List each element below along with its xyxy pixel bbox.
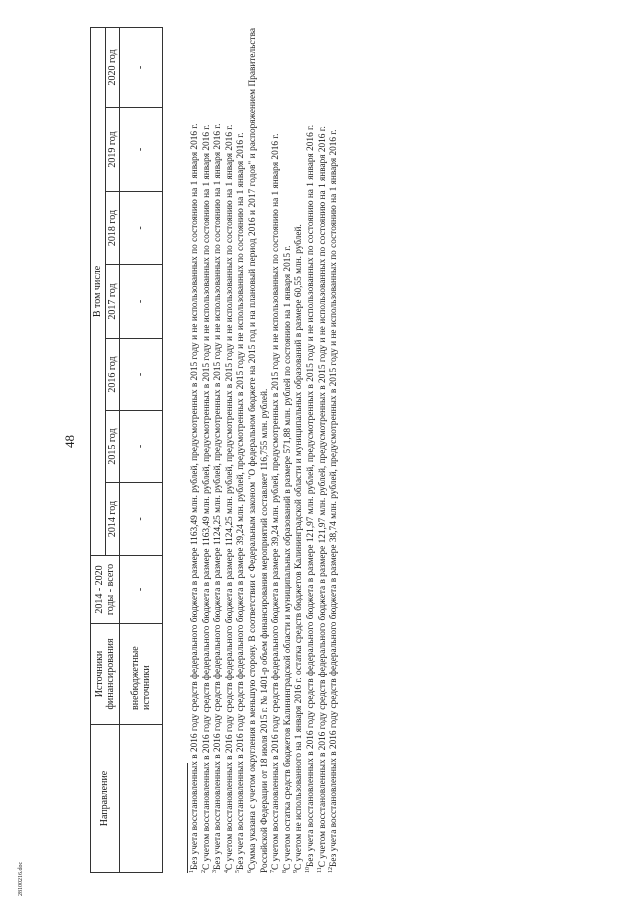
footnotes [187,28,341,873]
footnote: $^1$Без учета восстановленных в 2016 году средств федерального бюджета в размере 1163,49 млн. рублей, предусмотренных в 2015 году и не использованных по состоянию на 1 января 2016 г. [188,123,200,873]
header-year: 2016 год [105,339,120,411]
footnote-separator [187,763,188,873]
header-direction: Направление [91,725,120,873]
cell-year-value: - [120,339,163,411]
header-total: 2014 - 2020 годы - всего [91,556,120,624]
header-year: 2014 год [105,483,120,556]
header-year: 2019 год [105,108,120,192]
header-year: 2020 год [105,27,120,107]
footnote: $^4$С учетом восстановленных в 2016 году средств федерального бюджета в размере 1124,25 млн. рублей, предусмотренных в 2015 году и не использованных по состоянию на 1 января 2016 г. [223,124,235,873]
cell-year-value: - [120,265,163,339]
footnote: $^7$С учетом восстановленных в 2016 году средств федерального бюджета в размере 39,24 млн. рублей, предусмотренных в 2015 году и не использованных по состоянию на 1 января 2016 г. [270,133,282,873]
page-number: 48 [62,435,77,448]
cell-source: внебюджетные источники [120,624,163,725]
footnote: $^6$Сумма указана с учетом округления в меньшую сторону. В соответствии с Федеральным законом "О федеральном бюджете на 2015 год и на плановый период 2016 и 2017 годов" и распоряжением Правительства Российской Федерации от 18 июля 2015 г. № 1401-р объем финансирования мероприятий составляет 116,755 млн. рублей. [246,28,270,873]
financing-table [90,27,163,873]
header-sources: Источники финансирования [91,624,120,725]
footnote: $^9$С учетом не использованного на 1 января 2016 г. остатка средств бюджетов Калининградской области и муниципальных образований в размере 60,55 млн. рублей. [293,224,305,873]
footnote: $^3$Без учета восстановленных в 2016 году средств федерального бюджета в размере 1124,25 млн. рублей, предусмотренных в 2015 году и не использованных по состоянию на 1 января 2016 г. [212,123,224,873]
cell-year-value: - [120,411,163,483]
table-row [120,27,163,872]
rotated-page-content [90,28,640,873]
header-year: 2018 год [105,192,120,265]
footnote: $^8$С учетом остатка средств бюджетов Калининградской области и муниципальных образований в размере 571,88 млн. рублей по состоянию на 1 января 2015 г. [281,245,293,873]
cell-direction [120,725,163,873]
cell-year-value: - [120,192,163,265]
header-year: 2015 год [105,411,120,483]
cell-year-value: - [120,27,163,107]
header-including: В том числе [91,27,106,555]
footnote: $^2$С учетом восстановленных в 2016 году средств федерального бюджета в размере 1163,49 млн. рублей, предусмотренных в 2015 году и не использованных по состоянию на 1 января 2016 г. [200,124,212,873]
footnote: $^{10}$Без учета восстановленных в 2016 году средств федерального бюджета в размере 121,97 млн. рублей, предусмотренных в 2015 году и не использованных по состоянию на 1 января 2016 г. [304,124,316,873]
footnote: $^5$Без учета восстановленных в 2016 году средств федерального бюджета в размере 39,24 млн. рублей, предусмотренных в 2015 году и не использованных по состоянию на 1 января 2016 г. [235,132,247,873]
cell-year-value: - [120,108,163,192]
cell-total: - [120,556,163,624]
header-year: 2017 год [105,265,120,339]
file-reference: 28100216.doc [18,861,24,896]
cell-year-value: - [120,483,163,556]
footnote: $^{11}$С учетом восстановленных в 2016 году средств федерального бюджета в размере 121,97 млн. рублей, предусмотренных в 2015 году и не использованных по состоянию на 1 января 2016 г. [316,126,328,873]
footnote: $^{12}$Без учета восстановленных в 2016 году средств федерального бюджета в размере 38,74 млн. рублей, предусмотренных в 2015 году и не использованных по состоянию на 1 января 2016 г. [328,129,340,873]
